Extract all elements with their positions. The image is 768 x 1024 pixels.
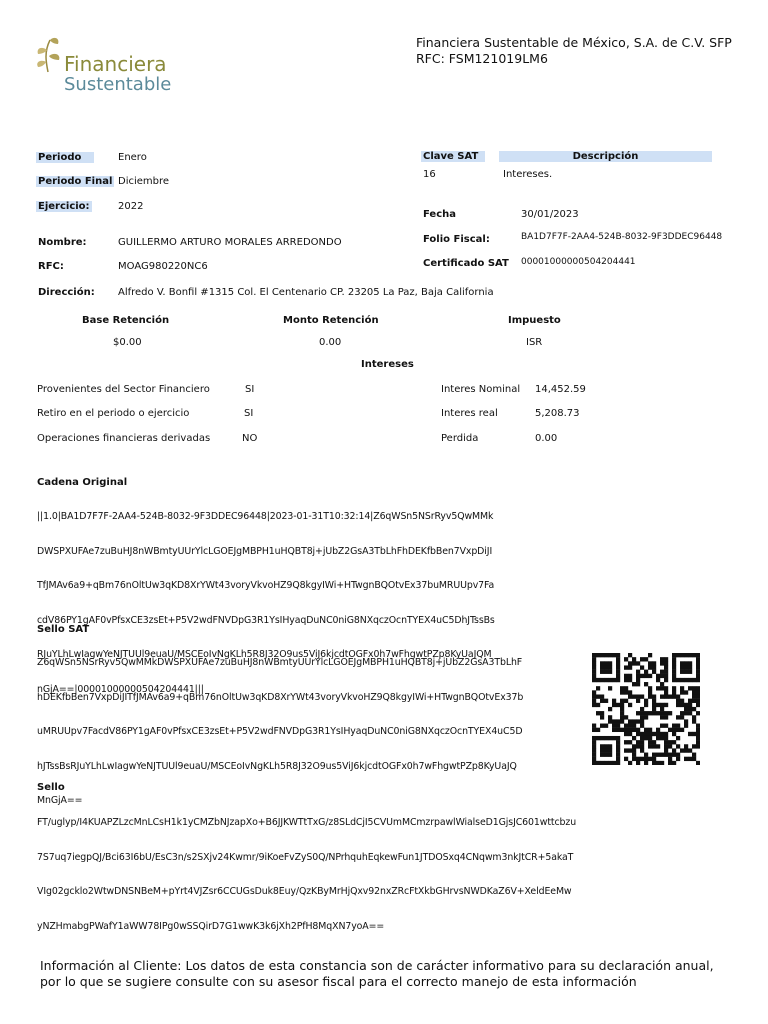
sello-title: Sello: [37, 782, 65, 793]
intereses-row-value: SI: [245, 384, 255, 395]
sello-sat-line: hDEKfbBen7VxpDiJITfJMAv6a9+qBm76nOltUw3qKD8XrYWt43voryVkvoHZ9Q8kgyIWi+HTwgnBQOtvEx37b: [37, 691, 524, 703]
cadena-line: nGjA==|00001000000504204441|||: [37, 683, 204, 695]
fecha-value: 30/01/2023: [521, 209, 579, 220]
cadena-line: cdV86PY1gAF0vPfsxCE3zsEt+P5V2wdFNVDpG3R1YsIHyaqDuNC0niG8NXqczOcnTYEX4uC5DhJTssBs: [37, 614, 495, 626]
qr-code-icon: [592, 653, 700, 765]
interes-real-label: Interes real: [441, 408, 498, 419]
cadena-original-title: Cadena Original: [37, 477, 128, 488]
base-retencion-header: Base Retención: [82, 315, 170, 326]
certificado-sat-value: 00001000000504204441: [521, 257, 636, 267]
perdida-value: 0.00: [535, 433, 558, 444]
clave-sat-value: 16: [423, 169, 436, 180]
ejercicio-value: 2022: [118, 201, 144, 212]
sello-sat-line: hJTssBsRJuYLhLwIagwYeNJTUUl9euaU/MSCEoIvNgKLh5R8J32O9us5ViJ6kjcdtOGFx0h7wFhgwtPZp8KyUaJQ: [37, 760, 517, 772]
descripcion-value: Intereses.: [503, 169, 553, 180]
intereses-row-label: Retiro en el periodo o ejercicio: [37, 408, 190, 419]
interes-real-value: 5,208.73: [535, 408, 580, 419]
periodo-label: Periodo: [36, 152, 94, 163]
sello-sat-title: Sello SAT: [37, 624, 90, 635]
rfc-value: MOAG980220NC6: [118, 261, 208, 272]
company-rfc: RFC: FSM121019LM6: [416, 51, 548, 66]
sello-sat-line: Z6qWSn5NSrRyv5QwMMkDWSPXUFAe7zuBuHJ8nWBmtyUUrYlcLGOEJgMBPH1uHQBT8j+jUbZ2GsA3TbLhF: [37, 657, 523, 668]
impuesto-header: Impuesto: [508, 315, 561, 326]
company-logo: [34, 34, 174, 98]
leaf-logo-icon: [34, 34, 64, 74]
direccion-value: Alfredo V. Bonfil #1315 Col. El Centenario CP. 23205 La Paz, Baja California: [118, 287, 494, 298]
sello-sat-text: [37, 634, 523, 818]
impuesto-value: ISR: [526, 337, 543, 348]
perdida-label: Perdida: [441, 433, 479, 444]
footer-info-line-2: por lo que se sugiere consulte con su asesor fiscal para el correcto manejo de esta información: [40, 974, 637, 989]
certificado-sat-label: Certificado SAT: [423, 258, 509, 269]
ejercicio-label: Ejercicio:: [36, 201, 92, 212]
periodo-value: Enero: [118, 152, 147, 163]
footer-info-line-1: Información al Cliente: Los datos de esta constancia son de carácter informativo para su declaración anual,: [40, 958, 714, 973]
rfc-label: RFC:: [38, 261, 64, 272]
fecha-label: Fecha: [423, 209, 457, 220]
intereses-row-value: NO: [242, 433, 258, 444]
sello-text: [37, 794, 576, 944]
cadena-line: TfJMAv6a9+qBm76nOltUw3qKD8XrYWt43voryVkvoHZ9Q8kgyIWi+HTwgnBQOtvEx37buMRUUpv7Fa: [37, 580, 495, 591]
clave-sat-header: Clave SAT: [421, 151, 485, 162]
folio-fiscal-label: Folio Fiscal:: [423, 234, 490, 245]
base-retencion-value: $0.00: [113, 337, 142, 348]
direccion-label: Dirección:: [38, 287, 95, 298]
cadena-line: DWSPXUFAe7zuBuHJ8nWBmtyUUrYlcLGOEJgMBPH1uHQBT8j+jUbZ2GsA3TbLhFhDEKfbBen7VxpDiJI: [37, 545, 493, 557]
sello-line: yNZHmabgPWafY1aWW78IPg0wSSQirD7G1wwK3k6jXh2PfH8MqXN7yoA==: [37, 920, 385, 932]
sello-sat-line: uMRUUpv7FacdV86PY1gAF0vPfsxCE3zsEt+P5V2wdFNVDpG3R1YsIHyaqDuNC0niG8NXqczOcnTYEX4uC5D: [37, 726, 523, 737]
intereses-row-label: Provenientes del Sector Financiero: [37, 384, 210, 395]
sello-line: 7S7uq7iegpQJ/Bci63I6bU/EsC3n/s2SXjv24Kwmr/9iKoeFvZyS0Q/NPrhquhEqkewFun1JTDOSxq4CNqwm3nkJtCR+5akaT: [37, 851, 574, 863]
intereses-row-label: Operaciones financieras derivadas: [37, 433, 211, 444]
nombre-value: GUILLERMO ARTURO MORALES ARREDONDO: [118, 237, 342, 248]
folio-fiscal-value: BA1D7F7F-2AA4-524B-8032-9F3DDEC96448: [521, 232, 723, 242]
qr-code: [592, 653, 700, 765]
company-name: Financiera Sustentable de México, S.A. de C.V. SFP: [416, 35, 732, 50]
sello-line: FT/uglyp/I4KUAPZLzcMnLCsH1k1yCMZbNJzapXo+B6JJKWTtTxG/z8SLdCjI5CVUmMCmzrpawlWialseD1GjsJC601wttcbzu: [37, 817, 577, 828]
periodo-final-value: Diciembre: [118, 176, 170, 187]
sello-sat-line: MnGjA==: [37, 795, 83, 806]
monto-retencion-header: Monto Retención: [283, 315, 379, 326]
logo-line-2: Sustentable: [64, 74, 172, 95]
logo-line-1: Financiera: [64, 52, 167, 76]
interes-nominal-value: 14,452.59: [535, 384, 586, 395]
sello-line: VIg02gcklo2WtwDNSNBeM+pYrt4VJZsr6CCUGsDuk8Euy/QzKByMrHjQxv92nxZRcFtXkbGHrvsNWDKaZ6V+XeldEeMw: [37, 886, 572, 897]
interes-nominal-label: Interes Nominal: [441, 384, 521, 395]
intereses-row-value: SI: [244, 408, 254, 419]
intereses-title: Intereses: [361, 359, 414, 370]
nombre-label: Nombre:: [38, 237, 87, 248]
cadena-line: ||1.0|BA1D7F7F-2AA4-524B-8032-9F3DDEC96448|2023-01-31T10:32:14|Z6qWSn5NSrRyv5QwMMk: [37, 511, 494, 522]
monto-retencion-value: 0.00: [319, 337, 342, 348]
periodo-final-label: Periodo Final: [38, 176, 113, 187]
descripcion-header: Descripción: [499, 151, 712, 162]
cadena-line: RJuYLhLwIagwYeNJTUUl9euaU/MSCEoIvNgKLh5R8J32O9us5ViJ6kjcdtOGFx0h7wFhgwtPZp8KyUaJQM: [37, 649, 492, 660]
